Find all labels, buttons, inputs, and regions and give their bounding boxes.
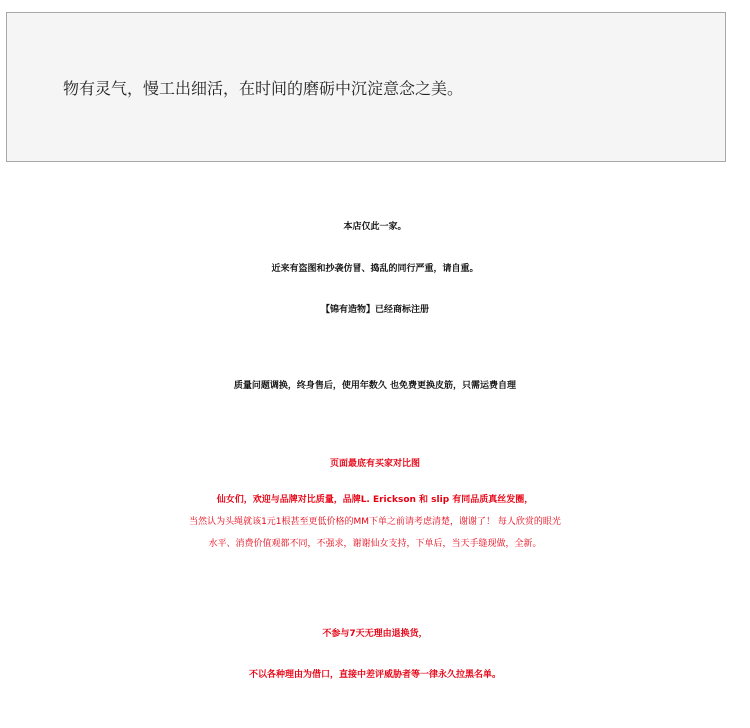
trademark-notice: 【锦有造物】已经商标注册 bbox=[320, 305, 429, 315]
no-return-notice: 不参与7天无理由退换货， bbox=[322, 629, 428, 639]
handmade-notice: 水平、消费价值观都不同，不强求，谢谢仙女支持，下单后，当天手缝现做，全新。 bbox=[208, 539, 542, 549]
anti-copy-notice: 近来有盗图和抄袭仿冒、捣乱的同行严重，请自重。 bbox=[271, 264, 479, 274]
shop-only-notice: 本店仅此一家。 bbox=[343, 222, 407, 232]
intro-text: 物有灵气，慢工出细活，在时间的磨砺中沉淀意念之美。 bbox=[63, 79, 464, 98]
blacklist-notice: 不以各种理由为借口，直接中差评威胁者等一律永久拉黑名单。 bbox=[248, 670, 501, 680]
intro-box bbox=[6, 12, 726, 162]
comparison-notice: 页面最底有买家对比图 bbox=[329, 459, 420, 469]
price-notice: 当然认为头绳就该1元1根甚至更低价格的MM下单之前请考虑清楚，谢谢了！ 每人欣赏的眼光 bbox=[189, 517, 561, 527]
brand-comparison-notice: 仙女们，欢迎与品牌对比质量，品牌L. Erickson 和 slip 有同品质真丝发圈， bbox=[216, 495, 534, 505]
warranty-notice: 质量问题调换，终身售后，使用年数久 也免费更换皮筋，只需运费自理 bbox=[233, 381, 517, 391]
